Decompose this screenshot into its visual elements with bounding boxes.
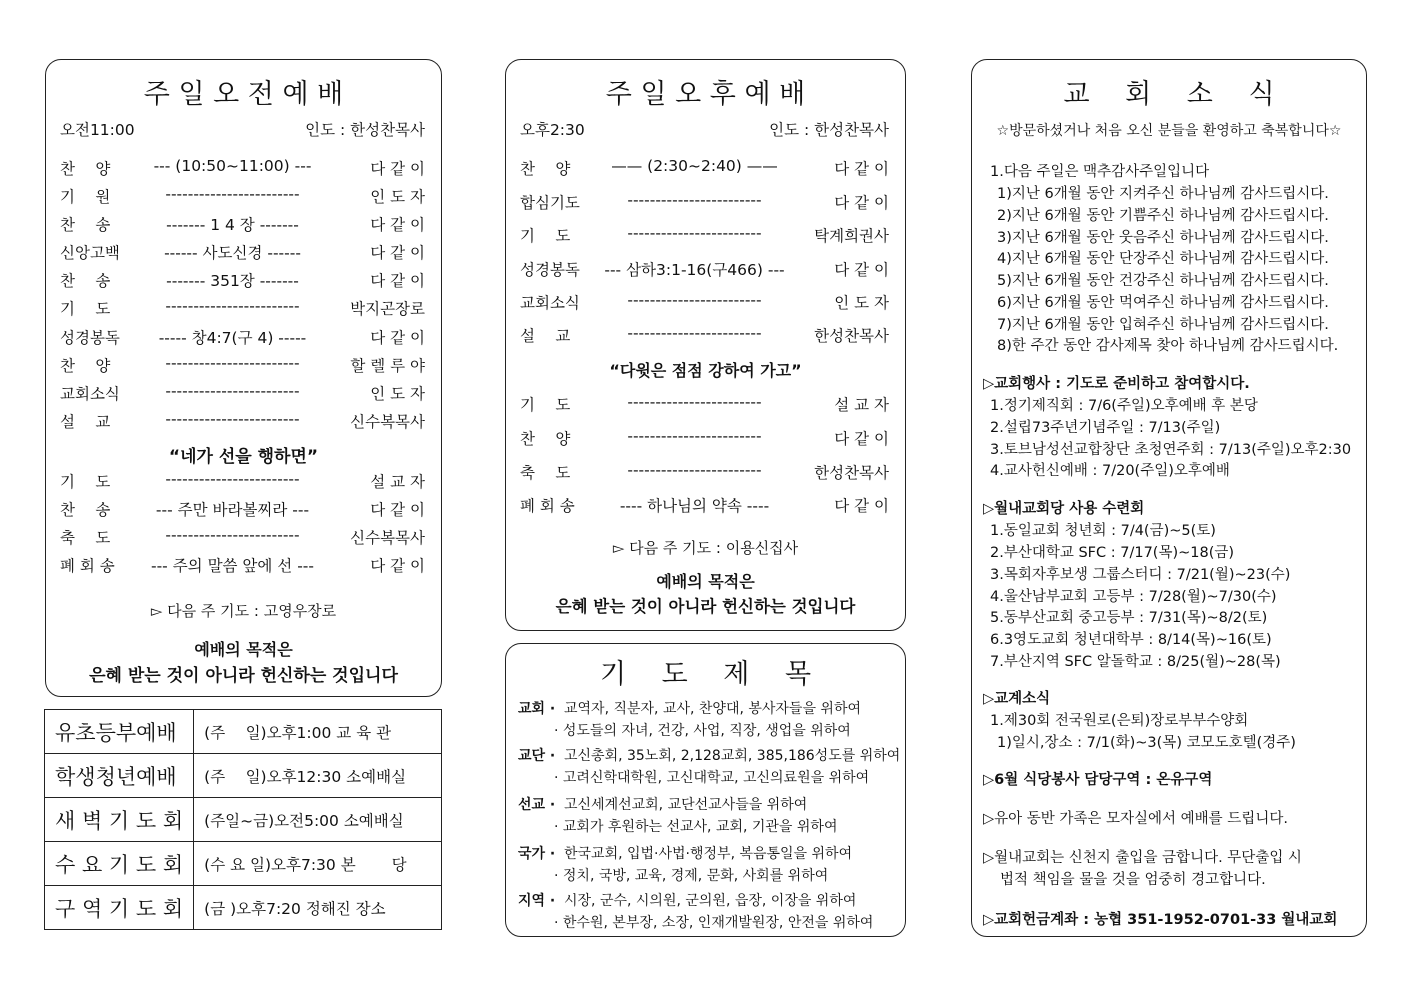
news-line: 3)지난 6개월 동안 웃음주신 하나님께 감사드립시다. <box>997 230 1329 246</box>
news-line: ▷교계소식 <box>983 691 1051 707</box>
news-welcome: ☆방문하셨거나 처음 오신 분들을 환영하고 축복합니다☆ <box>996 123 1342 139</box>
schedule-row <box>45 754 442 798</box>
news-line: 6.3영도교회 청년대학부 : 8/14(목)~16(토) <box>990 632 1272 648</box>
prayer-line: 고신총회, 35노회, 2,128교회, 385,186성도를 위하여 <box>564 748 901 764</box>
morning-time: 오전11:00 <box>60 121 135 139</box>
news-line: 2.부산대학교 SFC : 7/17(목)~18(금) <box>990 545 1235 561</box>
morning-leader: 인도 : 한성찬목사 <box>305 121 425 139</box>
morning-item-label: 기 도 <box>60 300 111 318</box>
afternoon-title: 주 일 오 후 예 배 <box>605 79 806 110</box>
news-line: ▷월내교회당 사용 수련회 <box>983 501 1145 517</box>
prayer-group-label: 교회 · <box>518 701 556 717</box>
schedule-table <box>44 709 442 930</box>
morning-item-label: 폐 회 송 <box>60 557 115 575</box>
morning-item-detail: ------------------------ <box>165 297 300 315</box>
schedule-name: 수 요 기 도 회 <box>45 842 194 886</box>
news-line: 2.설립73주년기념주일 : 7/13(주일) <box>990 420 1221 436</box>
prayer-line: · 정치, 국방, 교육, 경제, 문화, 사회를 위하여 <box>554 868 829 884</box>
prayer-line: 한국교회, 입법·사법·행정부, 복음통일을 위하여 <box>564 846 853 862</box>
morning-item-detail: ------------------------ <box>165 410 300 428</box>
news-line: ▷유아 동반 가족은 모자실에서 예배를 드립니다. <box>983 811 1288 827</box>
afternoon-item-person: 한성찬목사 <box>814 327 889 345</box>
schedule-info: (금 )오후7:20 정해진 장소 <box>194 886 442 930</box>
news-line: 1)일시,장소 : 7/1(화)~3(목) 코모도호텔(경주) <box>997 735 1296 751</box>
prayer-line: · 교회가 후원하는 선교사, 교회, 기관을 위하여 <box>554 819 838 835</box>
morning-item-label: 찬 송 <box>60 272 111 290</box>
afternoon-service-panel <box>505 59 906 631</box>
morning-item-person: 다 같 이 <box>370 329 425 347</box>
morning-purpose-2: 은혜 받는 것이 아니라 헌신하는 것입니다 <box>89 666 398 686</box>
morning-item-person: 설 교 자 <box>370 473 425 491</box>
news-title: 교 회 소 식 <box>1063 79 1275 110</box>
morning-item-detail: ------------------------ <box>165 382 300 400</box>
afternoon-leader: 인도 : 한성찬목사 <box>769 121 889 139</box>
afternoon-item-label: 설 교 <box>520 327 571 345</box>
prayer-group-label: 교단 · <box>518 748 556 764</box>
morning-item-person: 다 같 이 <box>370 216 425 234</box>
afternoon-item-label: 찬 양 <box>520 160 571 178</box>
prayer-line: · 성도들의 자녀, 건강, 사업, 직장, 생업을 위하여 <box>554 723 851 739</box>
schedule-name: 새 벽 기 도 회 <box>45 798 194 842</box>
morning-item-label: 기 도 <box>60 473 111 491</box>
news-line: 7)지난 6개월 동안 입혀주신 하나님께 감사드립시다. <box>997 317 1329 333</box>
afternoon-item-person: 설 교 자 <box>834 396 889 414</box>
news-line: 1)지난 6개월 동안 지켜주신 하나님께 감사드립시다. <box>997 186 1329 202</box>
news-line: ▷교회헌금계좌 : 농협 351-1952-0701-33 월내교회 <box>983 912 1338 928</box>
morning-item-detail: ------- 1 4 장 ------- <box>166 216 299 234</box>
news-line: 4.울산남부교회 고등부 : 7/28(월)~7/30(수) <box>990 589 1277 605</box>
afternoon-item-detail: ---- 하나님의 약속 ---- <box>619 497 770 515</box>
news-line: 1.제30회 전국원로(은퇴)장로부부수양회 <box>990 713 1249 729</box>
afternoon-item-person: 다 같 이 <box>834 194 889 212</box>
morning-next-prayer: ▻ 다음 주 기도 : 고영우장로 <box>150 602 337 620</box>
prayer-line: · 고려신학대학원, 고신대학교, 고신의료원을 위하여 <box>554 770 870 786</box>
schedule-info: (주 일)오후1:00 교 육 관 <box>194 710 442 754</box>
afternoon-item-detail: --- 삼하3:1-16(구466) --- <box>604 261 785 279</box>
afternoon-sermon-title: “다윗은 점점 강하여 가고” <box>609 361 802 380</box>
afternoon-item-person: 인 도 자 <box>834 294 889 312</box>
afternoon-item-label: 교회소식 <box>520 294 580 312</box>
news-line: 1.다음 주일은 맥추감사주일입니다 <box>990 164 1210 180</box>
afternoon-time: 오후2:30 <box>520 121 585 139</box>
prayer-group-label: 국가 · <box>518 846 556 862</box>
morning-item-detail: ------- 351장 ------- <box>166 272 299 290</box>
morning-item-person: 다 같 이 <box>370 160 425 178</box>
morning-item-person: 박지곤장로 <box>350 300 425 318</box>
news-line: 4.교사헌신예배 : 7/20(주일)오후예배 <box>990 463 1230 479</box>
news-line: 4)지난 6개월 동안 단장주신 하나님께 감사드립시다. <box>997 251 1329 267</box>
news-line: 3.토브남성선교합창단 초청연주회 : 7/13(주일)오후2:30 <box>990 442 1352 458</box>
news-line: 5)지난 6개월 동안 건강주신 하나님께 감사드립시다. <box>997 273 1329 289</box>
afternoon-item-person: 다 같 이 <box>834 430 889 448</box>
afternoon-item-person: 다 같 이 <box>834 497 889 515</box>
afternoon-item-person: 다 같 이 <box>834 261 889 279</box>
morning-item-person: 신수복목사 <box>350 413 425 431</box>
morning-item-detail: ------------------------ <box>165 185 300 203</box>
morning-item-person: 다 같 이 <box>370 244 425 262</box>
prayer-line: 시장, 군수, 시의원, 군의원, 읍장, 이장을 위하여 <box>564 893 857 909</box>
schedule-name: 구 역 기 도 회 <box>45 886 194 930</box>
morning-item-label: 기 원 <box>60 188 111 206</box>
morning-item-detail: ------------------------ <box>165 470 300 488</box>
news-line: 법적 책임을 물을 것을 엄중히 경고합니다. <box>1000 872 1266 888</box>
morning-item-label: 설 교 <box>60 413 111 431</box>
news-line: 1.동일교회 청년회 : 7/4(금)~5(토) <box>990 523 1216 539</box>
prayer-line: 교역자, 직분자, 교사, 찬양대, 봉사자들을 위하여 <box>564 701 862 717</box>
afternoon-item-label: 합심기도 <box>520 194 580 212</box>
prayer-line: 고신세계선교회, 교단선교사들을 위하여 <box>564 797 808 813</box>
morning-purpose-1: 예배의 목적은 <box>194 640 293 659</box>
morning-item-detail: --- (10:50~11:00) --- <box>153 157 312 175</box>
news-line: 1.정기제직회 : 7/6(주일)오후예배 후 본당 <box>990 398 1258 414</box>
schedule-row <box>45 886 442 930</box>
news-line: ▷월내교회는 신천지 출입을 금합니다. 무단출입 시 <box>983 850 1302 866</box>
morning-service-panel <box>45 59 442 697</box>
morning-item-detail: ----- 창4:7(구 4) ----- <box>158 329 307 347</box>
morning-item-label: 교회소식 <box>60 385 120 403</box>
schedule-name: 학생청년예배 <box>45 754 194 798</box>
morning-item-detail: ------------------------ <box>165 354 300 372</box>
news-line: 7.부산지역 SFC 알돌학교 : 8/25(월)~28(목) <box>990 654 1281 670</box>
afternoon-item-detail: ------------------------ <box>627 191 762 209</box>
afternoon-item-label: 축 도 <box>520 464 571 482</box>
morning-item-person: 인 도 자 <box>370 188 425 206</box>
morning-item-detail: ------------------------ <box>165 526 300 544</box>
news-line: ▷6월 식당봉사 담당구역 : 온유구역 <box>983 772 1213 788</box>
afternoon-item-label: 기 도 <box>520 227 571 245</box>
afternoon-item-person: 한성찬목사 <box>814 464 889 482</box>
morning-title: 주 일 오 전 예 배 <box>143 79 344 110</box>
morning-item-person: 인 도 자 <box>370 385 425 403</box>
news-line: ▷교회행사 : 기도로 준비하고 참여합시다. <box>983 376 1250 392</box>
schedule-info: (주 일)오후12:30 소예배실 <box>194 754 442 798</box>
schedule-row <box>45 842 442 886</box>
prayer-line: · 한수원, 본부장, 소장, 인재개발원장, 안전을 위하여 <box>554 915 874 931</box>
afternoon-item-detail: ------------------------ <box>627 427 762 445</box>
morning-sermon-title: “네가 선을 행하면” <box>168 447 319 467</box>
afternoon-item-label: 기 도 <box>520 396 571 414</box>
prayer-group-label: 선교 · <box>518 797 556 813</box>
news-line: 8)한 주간 동안 감사제목 찾아 하나님께 감사드립시다. <box>997 338 1339 354</box>
afternoon-item-detail: —— (2:30~2:40) —— <box>611 157 778 175</box>
prayer-title: 기 도 제 목 <box>599 659 812 690</box>
morning-item-detail: --- 주의 말씀 앞에 선 --- <box>150 557 314 575</box>
news-line: 6)지난 6개월 동안 먹여주신 하나님께 감사드립시다. <box>997 295 1329 311</box>
afternoon-item-person: 탁계희권사 <box>814 227 889 245</box>
morning-item-label: 찬 송 <box>60 216 111 234</box>
afternoon-item-detail: ------------------------ <box>627 461 762 479</box>
prayer-topics-panel <box>505 643 906 937</box>
afternoon-item-person: 다 같 이 <box>834 160 889 178</box>
morning-item-person: 다 같 이 <box>370 272 425 290</box>
morning-item-person: 다 같 이 <box>370 557 425 575</box>
morning-item-detail: ------ 사도신경 ------ <box>164 244 301 262</box>
news-line: 3.목회자후보생 그룹스터디 : 7/21(월)~23(수) <box>990 567 1291 583</box>
morning-item-detail: --- 주만 바라볼찌라 --- <box>155 501 310 519</box>
afternoon-next-prayer: ▻ 다음 주 기도 : 이용신집사 <box>612 539 799 557</box>
morning-item-label: 찬 송 <box>60 501 111 519</box>
afternoon-purpose-2: 은혜 받는 것이 아니라 헌신하는 것입니다 <box>555 597 856 616</box>
afternoon-item-detail: ------------------------ <box>627 393 762 411</box>
schedule-name: 유초등부예배 <box>45 710 194 754</box>
prayer-group-label: 지역 · <box>518 893 556 909</box>
news-line: 2)지난 6개월 동안 기쁨주신 하나님께 감사드립시다. <box>997 208 1329 224</box>
afternoon-item-detail: ------------------------ <box>627 224 762 242</box>
morning-item-person: 다 같 이 <box>370 501 425 519</box>
schedule-row <box>45 798 442 842</box>
morning-item-label: 신앙고백 <box>60 244 120 262</box>
morning-item-person: 할 렐 루 야 <box>350 357 425 375</box>
afternoon-item-label: 성경봉독 <box>520 261 580 279</box>
afternoon-item-label: 찬 양 <box>520 430 571 448</box>
morning-item-person: 신수복목사 <box>350 529 425 547</box>
morning-item-label: 성경봉독 <box>60 329 120 347</box>
schedule-info: (주일~금)오전5:00 소예배실 <box>194 798 442 842</box>
afternoon-purpose-1: 예배의 목적은 <box>656 572 755 591</box>
afternoon-item-detail: ------------------------ <box>627 291 762 309</box>
schedule-row <box>45 710 442 754</box>
morning-item-label: 찬 양 <box>60 160 111 178</box>
morning-item-label: 찬 양 <box>60 357 111 375</box>
schedule-info: (수 요 일)오후7:30 본 당 <box>194 842 442 886</box>
morning-item-label: 축 도 <box>60 529 111 547</box>
afternoon-item-label: 폐 회 송 <box>520 497 575 515</box>
news-line: 5.동부산교회 중고등부 : 7/31(목)~8/2(토) <box>990 610 1268 626</box>
afternoon-item-detail: ------------------------ <box>627 324 762 342</box>
